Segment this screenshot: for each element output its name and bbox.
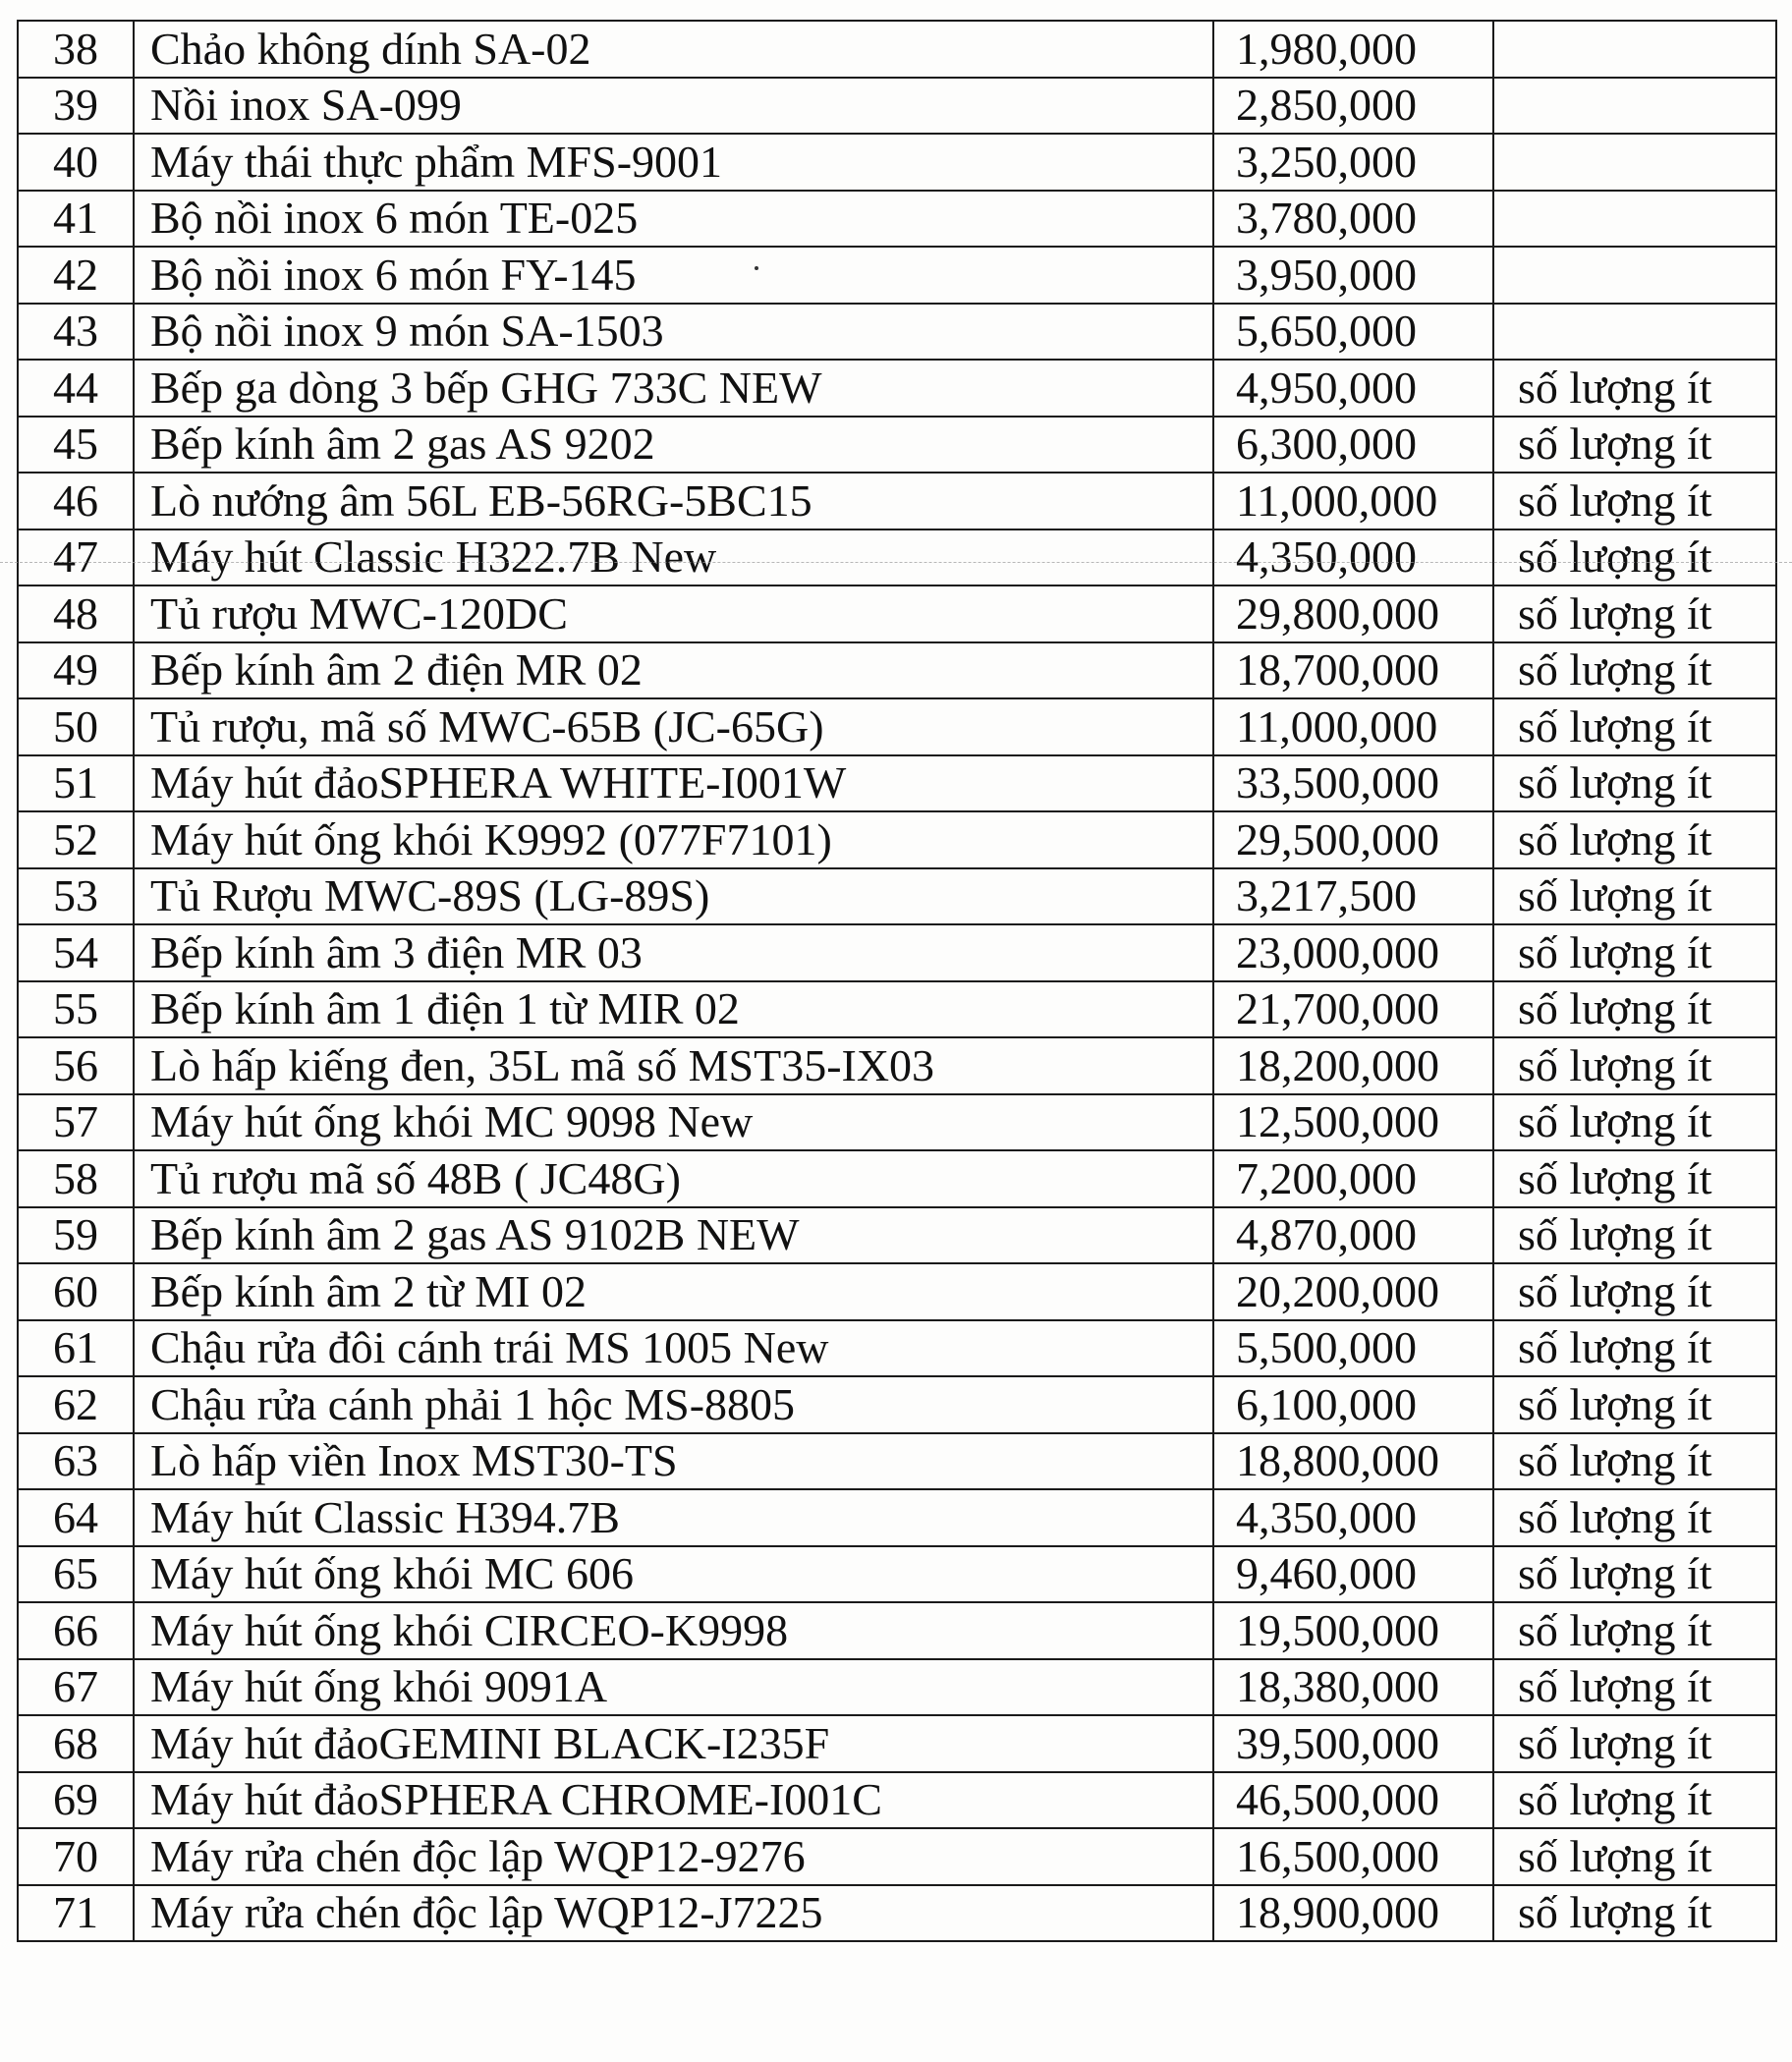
item-name: Bếp kính âm 2 gas AS 9202 [134,417,1213,474]
item-name: Bếp kính âm 1 điện 1 từ MIR 02 [134,981,1213,1038]
item-note: số lượng ít [1493,1150,1776,1207]
item-name: Bếp kính âm 2 gas AS 9102B NEW [134,1207,1213,1264]
item-number: 56 [18,1037,134,1094]
item-name: Bếp kính âm 3 điện MR 03 [134,924,1213,981]
item-note: số lượng ít [1493,924,1776,981]
item-number: 49 [18,642,134,699]
item-note: số lượng ít [1493,1546,1776,1603]
item-price: 5,500,000 [1213,1320,1493,1377]
item-number: 61 [18,1320,134,1377]
item-price: 18,800,000 [1213,1433,1493,1490]
item-name: Máy thái thực phẩm MFS-9001 [134,134,1213,191]
table-row [18,1715,1776,1772]
item-price: 29,800,000 [1213,585,1493,642]
table-row [18,1094,1776,1151]
price-list-table [17,20,1777,1942]
item-price: 18,380,000 [1213,1659,1493,1716]
item-number: 69 [18,1772,134,1829]
table-row [18,1207,1776,1264]
item-name: Bếp kính âm 2 từ MI 02 [134,1263,1213,1320]
item-note: số lượng ít [1493,1263,1776,1320]
item-number: 65 [18,1546,134,1603]
item-number: 62 [18,1376,134,1433]
table-row [18,1546,1776,1603]
item-name: Máy hút đảoGEMINI BLACK-I235F [134,1715,1213,1772]
table-row [18,191,1776,248]
table-row [18,1885,1776,1942]
item-number: 71 [18,1885,134,1942]
item-number: 52 [18,811,134,868]
item-price: 19,500,000 [1213,1602,1493,1659]
item-number: 70 [18,1828,134,1885]
item-note: số lượng ít [1493,1037,1776,1094]
item-price: 20,200,000 [1213,1263,1493,1320]
table-row [18,1602,1776,1659]
item-name: Máy rửa chén độc lập WQP12-9276 [134,1828,1213,1885]
item-number: 41 [18,191,134,248]
item-price: 4,870,000 [1213,1207,1493,1264]
item-note: số lượng ít [1493,1715,1776,1772]
item-name: Máy hút ống khói 9091A [134,1659,1213,1716]
item-number: 63 [18,1433,134,1490]
item-name: Máy hút ống khói CIRCEO-K9998 [134,1602,1213,1659]
item-name: Lò hấp viền Inox MST30-TS [134,1433,1213,1490]
item-name: Máy hút Classic H322.7B New [134,529,1213,586]
item-number: 47 [18,529,134,586]
item-note: số lượng ít [1493,1602,1776,1659]
item-note: số lượng ít [1493,811,1776,868]
item-note [1493,304,1776,361]
item-number: 67 [18,1659,134,1716]
table-row [18,1433,1776,1490]
item-number: 51 [18,755,134,812]
item-note: số lượng ít [1493,1828,1776,1885]
table-row [18,1772,1776,1829]
item-price: 9,460,000 [1213,1546,1493,1603]
table-row [18,1659,1776,1716]
item-name: Nồi inox SA-099 [134,78,1213,135]
item-note: số lượng ít [1493,1376,1776,1433]
item-name: Bếp ga dòng 3 bếp GHG 733C NEW [134,360,1213,417]
table-row [18,1376,1776,1433]
item-price: 3,217,500 [1213,868,1493,925]
item-price: 4,350,000 [1213,529,1493,586]
item-note: số lượng ít [1493,1094,1776,1151]
item-price: 12,500,000 [1213,1094,1493,1151]
item-number: 59 [18,1207,134,1264]
item-name: Bộ nồi inox 9 món SA-1503 [134,304,1213,361]
item-note: số lượng ít [1493,1207,1776,1264]
item-price: 4,950,000 [1213,360,1493,417]
table-row [18,755,1776,812]
item-name: Máy hút ống khói K9992 (077F7101) [134,811,1213,868]
item-note: số lượng ít [1493,473,1776,529]
item-name: Máy hút đảoSPHERA WHITE-I001W [134,755,1213,812]
table-row [18,1037,1776,1094]
item-note: số lượng ít [1493,1659,1776,1716]
table-row [18,811,1776,868]
item-number: 50 [18,698,134,755]
item-number: 43 [18,304,134,361]
item-note: số lượng ít [1493,1772,1776,1829]
item-note [1493,191,1776,248]
scan-speck [755,266,758,270]
item-number: 64 [18,1489,134,1546]
item-number: 60 [18,1263,134,1320]
item-number: 57 [18,1094,134,1151]
item-price: 3,780,000 [1213,191,1493,248]
item-name: Máy hút đảoSPHERA CHROME-I001C [134,1772,1213,1829]
item-number: 58 [18,1150,134,1207]
item-price: 3,250,000 [1213,134,1493,191]
item-price: 16,500,000 [1213,1828,1493,1885]
item-note [1493,78,1776,135]
item-note: số lượng ít [1493,585,1776,642]
item-note: số lượng ít [1493,1433,1776,1490]
item-number: 45 [18,417,134,474]
item-name: Chậu rửa đôi cánh trái MS 1005 New [134,1320,1213,1377]
item-note: số lượng ít [1493,642,1776,699]
item-number: 39 [18,78,134,135]
item-price: 11,000,000 [1213,473,1493,529]
item-note: số lượng ít [1493,755,1776,812]
table-row [18,417,1776,474]
item-price: 2,850,000 [1213,78,1493,135]
item-price: 4,350,000 [1213,1489,1493,1546]
table-row [18,642,1776,699]
item-price: 33,500,000 [1213,755,1493,812]
item-name: Bộ nồi inox 6 món FY-145 [134,247,1213,304]
item-number: 38 [18,21,134,78]
item-price: 1,980,000 [1213,21,1493,78]
table-row [18,1489,1776,1546]
item-price: 18,200,000 [1213,1037,1493,1094]
item-name: Lò hấp kiếng đen, 35L mã số MST35-IX03 [134,1037,1213,1094]
table-row [18,21,1776,78]
table-row [18,473,1776,529]
item-price: 5,650,000 [1213,304,1493,361]
table-row [18,1320,1776,1377]
item-name: Máy rửa chén độc lập WQP12-J7225 [134,1885,1213,1942]
item-price: 23,000,000 [1213,924,1493,981]
price-list-body [18,21,1776,1941]
item-note: số lượng ít [1493,1489,1776,1546]
item-number: 42 [18,247,134,304]
item-name: Máy hút Classic H394.7B [134,1489,1213,1546]
item-name: Chậu rửa cánh phải 1 hộc MS-8805 [134,1376,1213,1433]
item-number: 55 [18,981,134,1038]
item-note: số lượng ít [1493,868,1776,925]
item-name: Bếp kính âm 2 điện MR 02 [134,642,1213,699]
table-row [18,247,1776,304]
item-price: 46,500,000 [1213,1772,1493,1829]
item-price: 29,500,000 [1213,811,1493,868]
item-note: số lượng ít [1493,1320,1776,1377]
table-row [18,360,1776,417]
table-row [18,1828,1776,1885]
item-number: 46 [18,473,134,529]
item-note: số lượng ít [1493,417,1776,474]
item-number: 54 [18,924,134,981]
table-row [18,78,1776,135]
item-price: 39,500,000 [1213,1715,1493,1772]
item-price: 21,700,000 [1213,981,1493,1038]
item-name: Máy hút ống khói MC 9098 New [134,1094,1213,1151]
table-row [18,585,1776,642]
item-name: Tủ rượu, mã số MWC-65B (JC-65G) [134,698,1213,755]
item-price: 7,200,000 [1213,1150,1493,1207]
table-row [18,924,1776,981]
item-name: Máy hút ống khói MC 606 [134,1546,1213,1603]
item-price: 3,950,000 [1213,247,1493,304]
table-row [18,304,1776,361]
item-note [1493,247,1776,304]
table-row [18,529,1776,586]
item-price: 6,100,000 [1213,1376,1493,1433]
item-number: 66 [18,1602,134,1659]
item-name: Tủ rượu mã số 48B ( JC48G) [134,1150,1213,1207]
item-number: 48 [18,585,134,642]
item-price: 6,300,000 [1213,417,1493,474]
item-note: số lượng ít [1493,981,1776,1038]
table-row [18,698,1776,755]
item-note [1493,134,1776,191]
item-price: 18,700,000 [1213,642,1493,699]
item-price: 11,000,000 [1213,698,1493,755]
item-price: 18,900,000 [1213,1885,1493,1942]
table-row [18,134,1776,191]
item-number: 68 [18,1715,134,1772]
item-name: Lò nướng âm 56L EB-56RG-5BC15 [134,473,1213,529]
table-row [18,868,1776,925]
item-name: Tủ Rượu MWC-89S (LG-89S) [134,868,1213,925]
item-number: 40 [18,134,134,191]
item-number: 44 [18,360,134,417]
item-note: số lượng ít [1493,360,1776,417]
item-note [1493,21,1776,78]
item-note: số lượng ít [1493,1885,1776,1942]
item-note: số lượng ít [1493,529,1776,586]
item-name: Chảo không dính SA-02 [134,21,1213,78]
table-row [18,1263,1776,1320]
item-note: số lượng ít [1493,698,1776,755]
table-row [18,1150,1776,1207]
item-name: Tủ rượu MWC-120DC [134,585,1213,642]
item-number: 53 [18,868,134,925]
table-row [18,981,1776,1038]
scan-fold-line [0,562,1792,563]
item-name: Bộ nồi inox 6 món TE-025 [134,191,1213,248]
